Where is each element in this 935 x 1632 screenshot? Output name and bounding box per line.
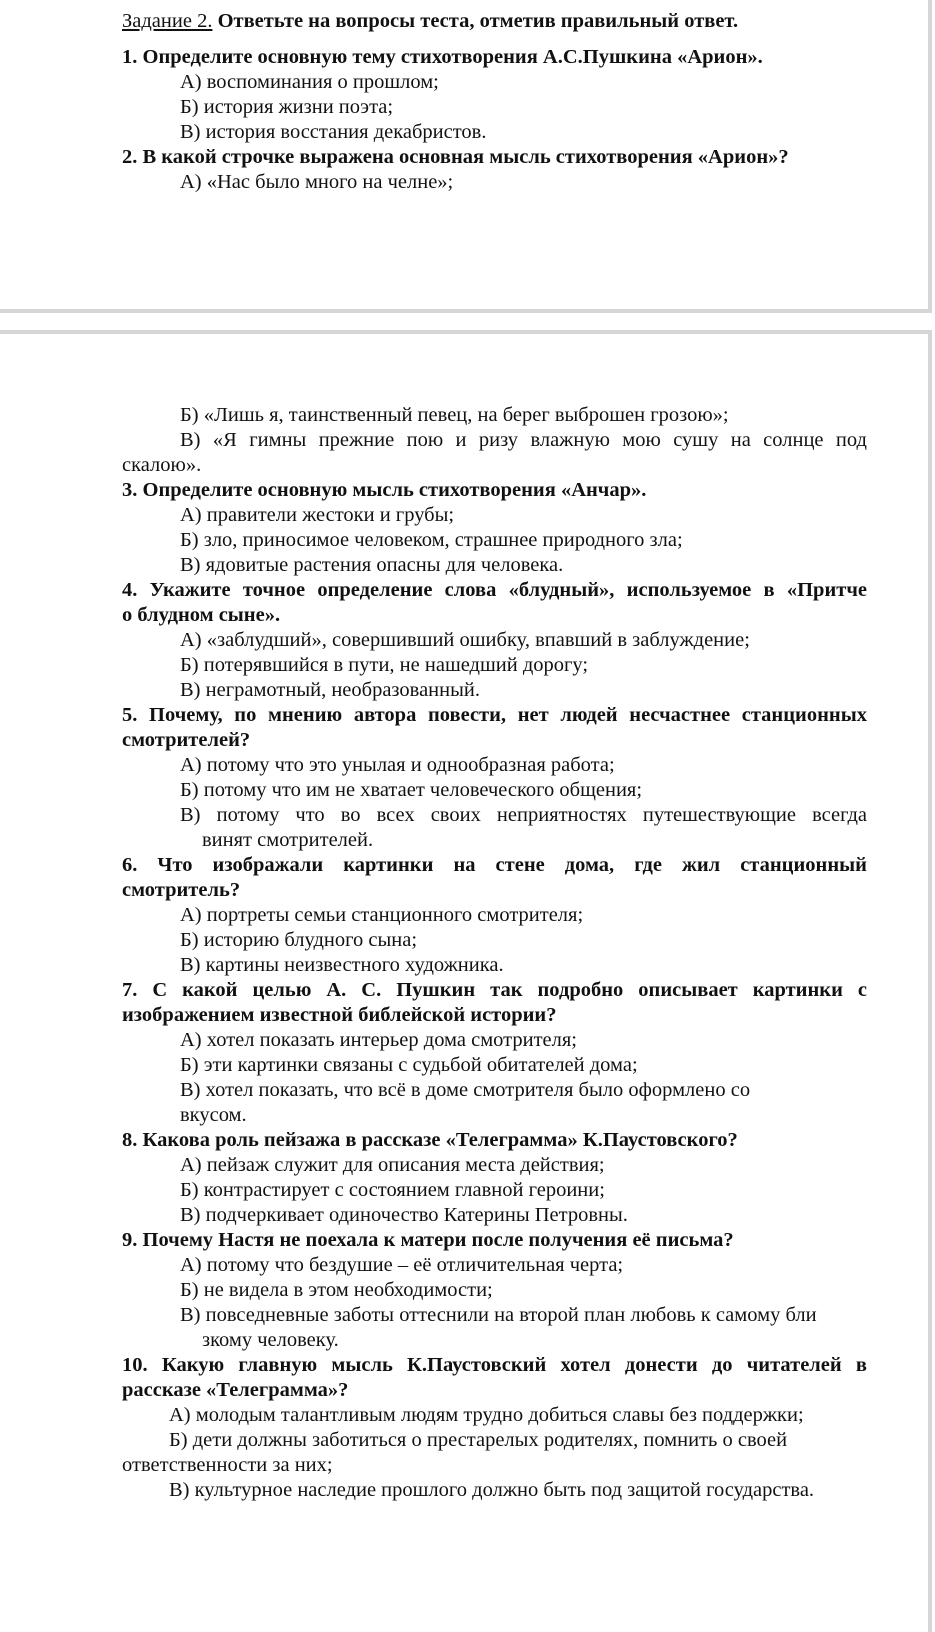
task-header <box>122 9 867 39</box>
q2-option-b: Б) «Лишь я, таинственный певец, на берег выброшен грозою»; <box>180 404 729 426</box>
task-number: Задание 2. <box>122 10 213 32</box>
q10-option-a: А) молодым талантливым людям трудно добиться славы без поддержки; <box>169 1404 804 1426</box>
q7-option-a: А) хотел показать интерьер дома смотрителя; <box>180 1029 577 1051</box>
page-gap <box>0 313 935 330</box>
q5-option-c-line1: В) потому что во всех своих неприятностях путешествующие всегда <box>180 804 867 826</box>
page-1-content <box>122 9 867 195</box>
q4-option-a: А) «заблудший», совершивший ошибку, впавший в заблуждение; <box>180 629 750 651</box>
question-1: 1. Определите основную тему стихотворения А.С.Пушкина «Арион». <box>122 46 763 68</box>
q4-option-b: Б) потерявшийся в пути, не нашедший дорогу; <box>180 654 589 676</box>
q9-option-c-line2: зкому человеку. <box>202 1329 339 1351</box>
q10-option-b-line2: ответственности за них; <box>122 1454 333 1476</box>
q9-option-b: Б) не видела в этом необходимости; <box>180 1279 493 1301</box>
question-6-line1: 6. Что изображали картинки на стене дома, где жил станционный <box>122 854 867 876</box>
question-4-line1: 4. Укажите точное определение слова «блудный», используемое в «Притче <box>122 579 867 601</box>
q2-option-c-line1: В) «Я гимны прежние пою и ризу влажную мою сушу на солнце под <box>180 429 867 451</box>
q1-option-c: В) история восстания декабристов. <box>180 121 487 143</box>
q5-option-c-line2: винят смотрителей. <box>202 829 374 851</box>
q9-option-c-line1: В) повседневные заботы оттеснили на второй план любовь к самому бли <box>180 1304 817 1326</box>
q2-option-a: А) «Нас было много на челне»; <box>180 171 454 193</box>
q9-option-a: А) потому что бездушие – её отличительная черта; <box>180 1254 624 1276</box>
task-title: Ответьте на вопросы теста, отметив правильный ответ. <box>217 10 739 32</box>
question-10-line1: 10. Какую главную мысль К.Паустовский хотел донести до читателей в <box>122 1354 867 1376</box>
q5-option-a: А) потому что это унылая и однообразная работа; <box>180 754 615 776</box>
q6-option-c: В) картины неизвестного художника. <box>180 954 504 976</box>
q8-option-c: В) подчеркивает одиночество Катерины Петровны. <box>180 1204 628 1226</box>
question-4-line2: о блудном сыне». <box>122 604 281 626</box>
q3-option-a: А) правители жестоки и грубы; <box>180 504 455 526</box>
question-5-line2: смотрителей? <box>122 729 251 751</box>
question-7-line2: изображением известной библейской истории? <box>122 1004 557 1026</box>
q8-option-a: А) пейзаж служит для описания места действия; <box>180 1154 605 1176</box>
q3-option-c: В) ядовитые растения опасны для человека. <box>180 554 564 576</box>
q4-option-c: В) неграмотный, необразованный. <box>180 679 480 701</box>
question-2: 2. В какой строчке выражена основная мысль стихотворения «Арион»? <box>122 146 789 168</box>
q1-option-b: Б) история жизни поэта; <box>180 96 394 118</box>
q10-option-b-line1: Б) дети должны заботиться о престарелых родителях, помнить о своей <box>169 1429 788 1451</box>
q2-option-c-line2: скалою». <box>122 454 202 476</box>
q6-option-b: Б) историю блудного сына; <box>180 929 418 951</box>
q1-option-a: А) воспоминания о прошлом; <box>180 71 439 93</box>
q5-option-b: Б) потому что им не хватает человеческого общения; <box>180 779 643 801</box>
question-7-line1: 7. С какой целью А. С. Пушкин так подробно описывает картинки с <box>122 979 867 1001</box>
question-6-line2: смотритель? <box>122 879 241 901</box>
question-8: 8. Какова роль пейзажа в рассказе «Телеграмма» К.Паустовского? <box>122 1129 738 1151</box>
question-5-line1: 5. Почему, по мнению автора повести, нет людей несчастнее станционных <box>122 704 867 726</box>
page-2-content <box>122 403 867 1503</box>
question-3: 3. Определите основную мысль стихотворения «Анчар». <box>122 479 647 501</box>
q8-option-b: Б) контрастирует с состоянием главной героини; <box>180 1179 605 1201</box>
q10-option-c: В) культурное наследие прошлого должно быть под защитой государства. <box>169 1479 815 1501</box>
q7-option-c-line1: В) хотел показать, что всё в доме смотрителя было оформлено со <box>180 1079 751 1101</box>
q7-option-c-line2: вкусом. <box>180 1104 247 1126</box>
question-10-line2: рассказе «Телеграмма»? <box>122 1379 349 1401</box>
q7-option-b: Б) эти картинки связаны с судьбой обитателей дома; <box>180 1054 638 1076</box>
q6-option-a: А) портреты семьи станционного смотрителя; <box>180 904 584 926</box>
question-9: 9. Почему Настя не поехала к матери после получения её письма? <box>122 1229 734 1251</box>
q3-option-b: Б) зло, приносимое человеком, страшнее природного зла; <box>180 529 683 551</box>
